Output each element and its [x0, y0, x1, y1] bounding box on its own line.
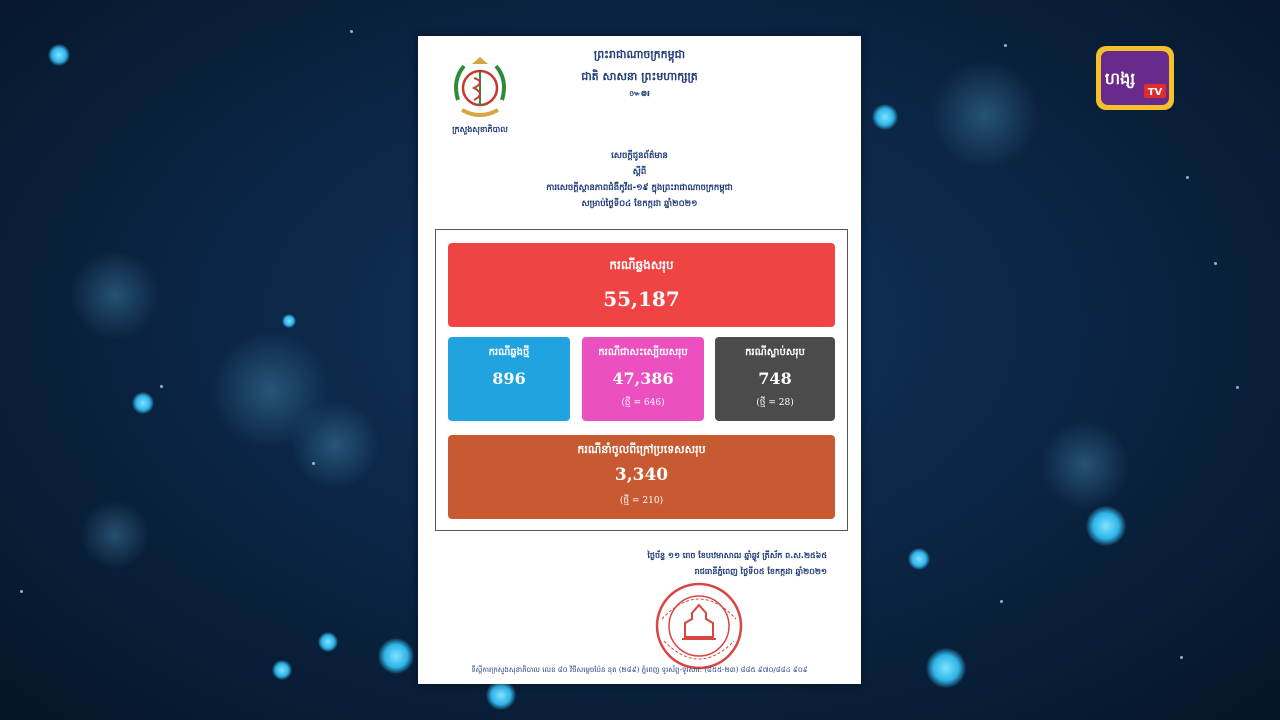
press-release-document	[418, 36, 861, 684]
imported-cases-card	[448, 435, 835, 519]
imported-cases-label: ករណីនាំចូលពីក្រៅប្រទេសសរុប	[577, 443, 706, 456]
bokeh-light	[930, 60, 1040, 170]
bokeh-light	[872, 104, 898, 130]
sparkle-dot	[1236, 386, 1239, 389]
bokeh-light	[926, 648, 966, 688]
sparkle-dot	[1214, 262, 1217, 265]
title-line: សេចក្តីជូនព័ត៌មាន	[611, 151, 668, 161]
sparkle-dot	[1180, 656, 1183, 659]
ministry-emblem-icon	[448, 54, 512, 122]
logo-text: ហង្ស	[1104, 69, 1136, 88]
new-cases-label: ករណីឆ្លងថ្មី	[488, 347, 530, 358]
imported-cases-value: 3,340	[614, 465, 669, 485]
sparkle-dot	[350, 30, 353, 33]
bokeh-light	[908, 548, 930, 570]
kingdom-heading: ព្រះរាជាណាចក្រកម្ពុជា	[593, 48, 686, 61]
deaths-new: (ថ្មី = 28)	[756, 398, 794, 408]
total-cases-card	[448, 243, 835, 327]
recovered-label: ករណីជាសះស្បើយសរុប	[598, 347, 688, 358]
bokeh-light	[48, 44, 70, 66]
motto-heading: ជាតិ សាសនា ព្រះមហាក្សត្រ	[581, 70, 698, 83]
bokeh-light	[132, 392, 154, 414]
imported-cases-new: (ថ្មី = 210)	[619, 496, 664, 506]
channel-logo	[1094, 44, 1176, 112]
bokeh-light	[272, 660, 292, 680]
sparkle-dot	[312, 462, 315, 465]
total-cases-label: ករណីឆ្លងសរុប	[609, 258, 674, 272]
bokeh-light	[70, 250, 160, 340]
bokeh-light	[290, 400, 380, 490]
bokeh-light	[486, 680, 516, 710]
deaths-card	[715, 337, 835, 421]
bokeh-light	[1086, 506, 1126, 546]
title-line: សម្រាប់ថ្ងៃទី០៤ ខែកក្កដា ឆ្នាំ២០២១	[581, 199, 698, 209]
recovered-card	[582, 337, 704, 421]
statistics-panel	[435, 229, 848, 531]
sparkle-dot	[1004, 44, 1007, 47]
bokeh-light	[1040, 420, 1130, 510]
release-title	[418, 148, 861, 212]
recovered-value: 47,386	[612, 369, 674, 388]
ministry-address-footer: ទីស្តីការក្រសួងសុខាភិបាល លេខ ៨០ វិថីសម្តេចប៉ែន នុត (២៨៩) ភ្នំពេញ ទូរស័ព្ទ-ទូរសារ: (៨៥៥-២៣) ៨៨៥ ៩៧០/៨៨៤ ៩០៩	[471, 666, 808, 674]
sparkle-dot	[20, 590, 23, 593]
deaths-value: 748	[758, 369, 792, 388]
sparkle-dot	[1186, 176, 1189, 179]
bokeh-light	[318, 632, 338, 652]
logo-tv-text: TV	[1147, 87, 1163, 98]
new-cases-value: 896	[492, 369, 526, 388]
recovered-new: (ថ្មី = 646)	[621, 398, 665, 408]
bokeh-light	[80, 500, 150, 570]
title-line: ស្តីពី	[632, 167, 647, 177]
ornament: ៚៙៛	[629, 89, 650, 98]
new-cases-card	[448, 337, 570, 421]
bokeh-light	[282, 314, 296, 328]
sparkle-dot	[160, 385, 163, 388]
total-cases-value: 55,187	[603, 287, 680, 311]
title-line: ការសេចក្តីស្ថានភាពជំងឺកូវីដ-១៩ ក្នុងព្រះរាជាណាចក្រកម្ពុជា	[546, 183, 733, 193]
lunar-date: ថ្ងៃច័ន្ទ ១១ រោច ខែបឋមាសាឍ ឆ្នាំឆ្លូវ ត្រីស័ក ព.ស.២៥៦៥	[647, 551, 827, 560]
ministry-name: ក្រសួងសុខាភិបាល	[452, 125, 508, 134]
deaths-label: ករណីស្លាប់សរុប	[745, 347, 805, 358]
ministry-seal-stamp-icon	[652, 579, 746, 673]
solar-date: រាជធានីភ្នំពេញ ថ្ងៃទី០៥ ខែកក្កដា ឆ្នាំ២០២១	[694, 567, 827, 576]
sparkle-dot	[1000, 600, 1003, 603]
bokeh-light	[378, 638, 414, 674]
